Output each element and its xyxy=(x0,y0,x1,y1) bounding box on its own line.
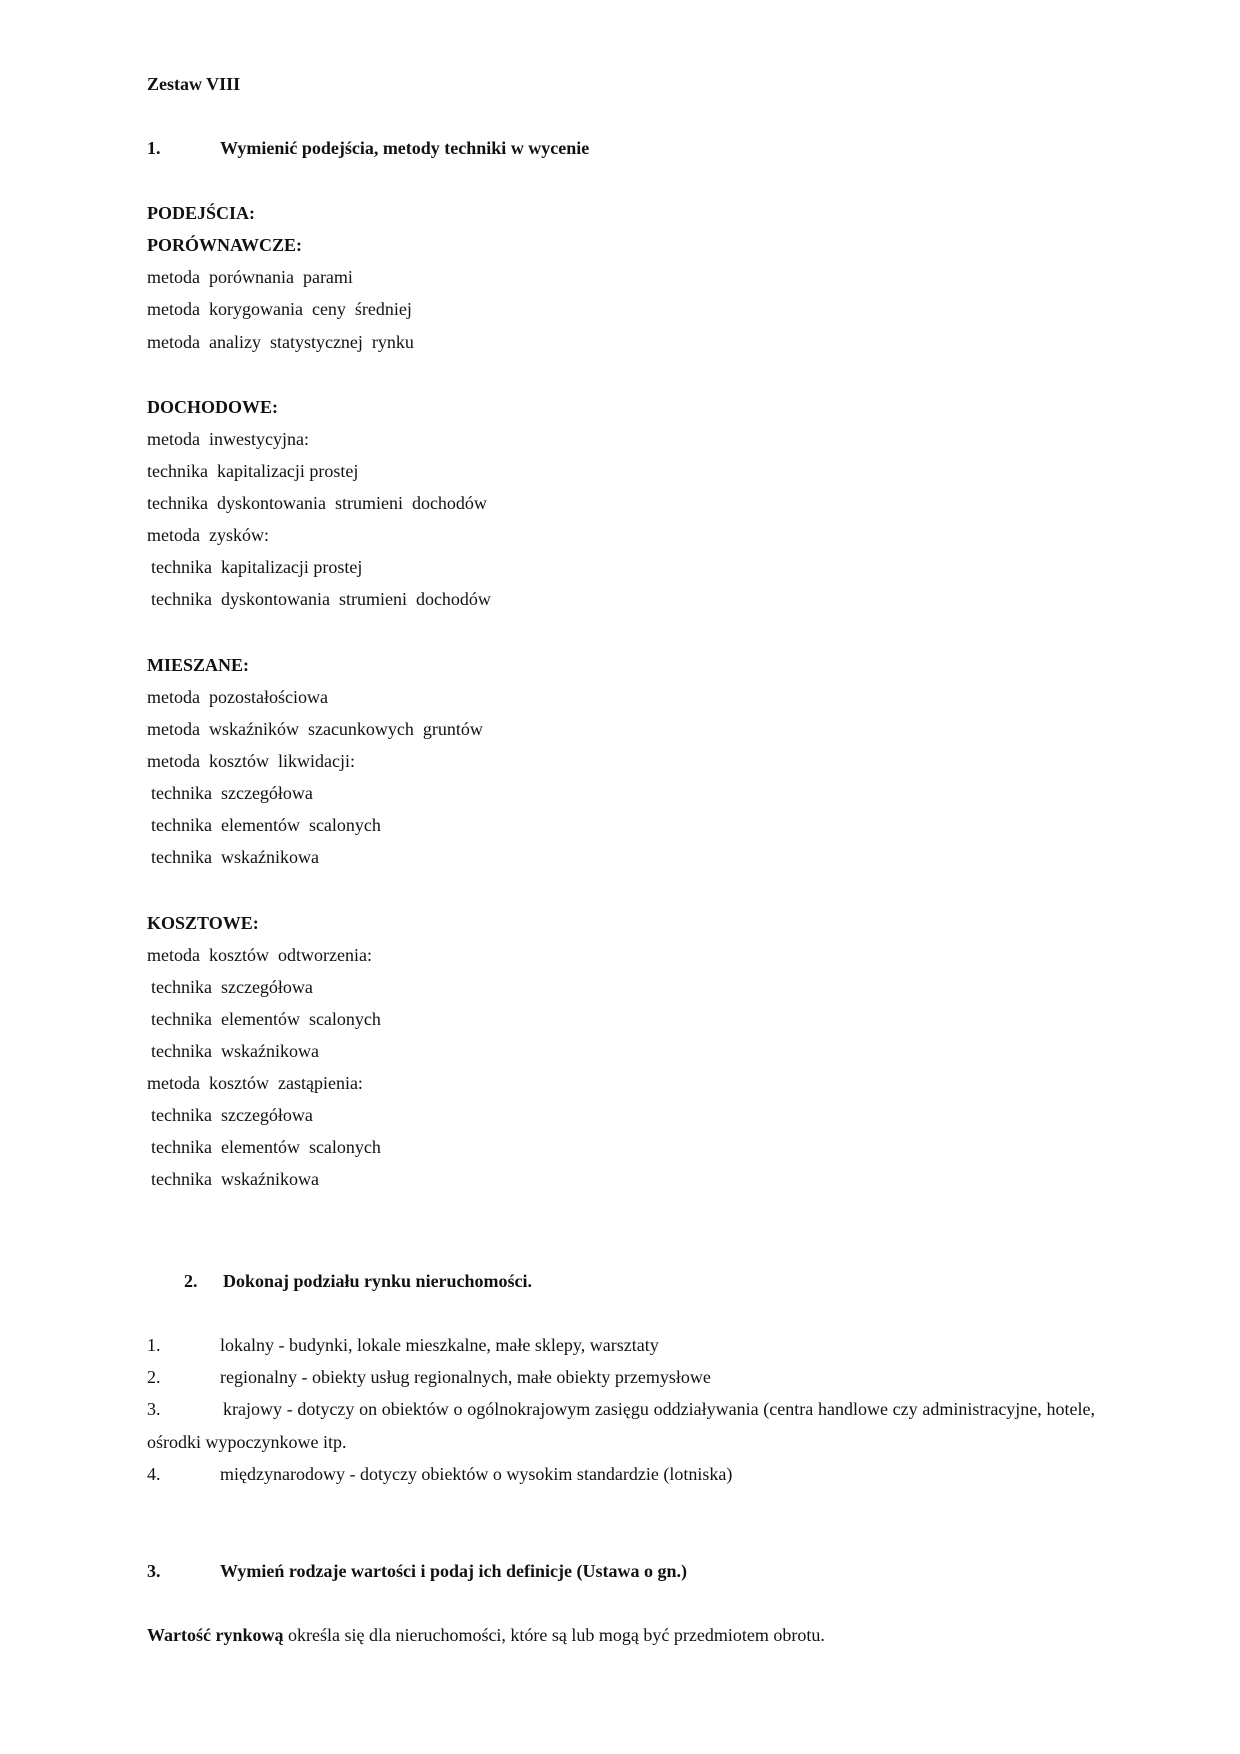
comparative-item: metoda analizy statystycznej rynku xyxy=(147,332,414,352)
comparative-heading: PORÓWNAWCZE: xyxy=(147,235,303,255)
market-value-definition: określa się dla nieruchomości, które są lub mogą być przedmiotem obrotu. xyxy=(283,1625,825,1645)
income-item: technika dyskontowania strumieni dochodów xyxy=(151,589,491,609)
market-item-number: 3. xyxy=(147,1399,161,1419)
income-heading: DOCHODOWE: xyxy=(147,397,279,417)
q1-title: Wymienić podejścia, metody techniki w wycenie xyxy=(220,138,590,158)
mixed-item: technika szczegółowa xyxy=(151,783,313,803)
cost-item: metoda kosztów zastąpienia: xyxy=(147,1073,363,1093)
comparative-item: metoda korygowania ceny średniej xyxy=(147,299,412,319)
cost-item: technika elementów scalonych xyxy=(151,1009,381,1029)
income-item: metoda inwestycyjna: xyxy=(147,429,309,449)
cost-item: technika wskaźnikowa xyxy=(151,1169,319,1189)
cost-item: technika szczegółowa xyxy=(151,1105,313,1125)
market-item-text: międzynarodowy - dotyczy obiektów o wysokim standardzie (lotniska) xyxy=(220,1464,733,1484)
market-item-text: lokalny - budynki, lokale mieszkalne, małe sklepy, warsztaty xyxy=(220,1335,659,1355)
mixed-item: metoda pozostałościowa xyxy=(147,687,328,707)
q2-number: 2. xyxy=(184,1271,198,1291)
mixed-item: metoda wskaźników szacunkowych gruntów xyxy=(147,719,483,739)
mixed-item: technika wskaźnikowa xyxy=(151,847,319,867)
comparative-item: metoda porównania parami xyxy=(147,267,353,287)
market-item-text: regionalny - obiekty usług regionalnych, małe obiekty przemysłowe xyxy=(220,1367,711,1387)
mixed-item: metoda kosztów likwidacji: xyxy=(147,751,355,771)
q3-title: Wymień rodzaje wartości i podaj ich definicje (Ustawa o gn.) xyxy=(220,1561,687,1581)
income-item: metoda zysków: xyxy=(147,525,269,545)
market-item-text: krajowy - dotyczy on obiektów o ogólnokrajowym zasięgu oddziaływania (centra handlowe czy administracyjne, hotele, ośrodki wypoczynkowe itp. xyxy=(147,1399,1095,1452)
cost-heading: KOSZTOWE: xyxy=(147,913,259,933)
cost-item: technika wskaźnikowa xyxy=(151,1041,319,1061)
mixed-item: technika elementów scalonych xyxy=(151,815,381,835)
market-item-number: 2. xyxy=(147,1367,161,1387)
q2-title: Dokonaj podziału rynku nieruchomości. xyxy=(223,1271,533,1291)
market-item-number: 1. xyxy=(147,1335,161,1355)
q3-number: 3. xyxy=(147,1561,161,1581)
document-title: Zestaw VIII xyxy=(147,74,241,94)
market-value-paragraph xyxy=(147,1624,825,1646)
market-item-number: 4. xyxy=(147,1464,161,1484)
income-item: technika kapitalizacji prostej xyxy=(151,557,363,577)
income-item: technika dyskontowania strumieni dochodów xyxy=(147,493,487,513)
mixed-heading: MIESZANE: xyxy=(147,655,250,675)
approaches-heading: PODEJŚCIA: xyxy=(147,203,256,223)
market-value-term: Wartość rynkową xyxy=(147,1625,284,1645)
cost-item: metoda kosztów odtworzenia: xyxy=(147,945,372,965)
income-item: technika kapitalizacji prostej xyxy=(147,461,359,481)
q1-number: 1. xyxy=(147,138,161,158)
cost-item: technika szczegółowa xyxy=(151,977,313,997)
cost-item: technika elementów scalonych xyxy=(151,1137,381,1157)
